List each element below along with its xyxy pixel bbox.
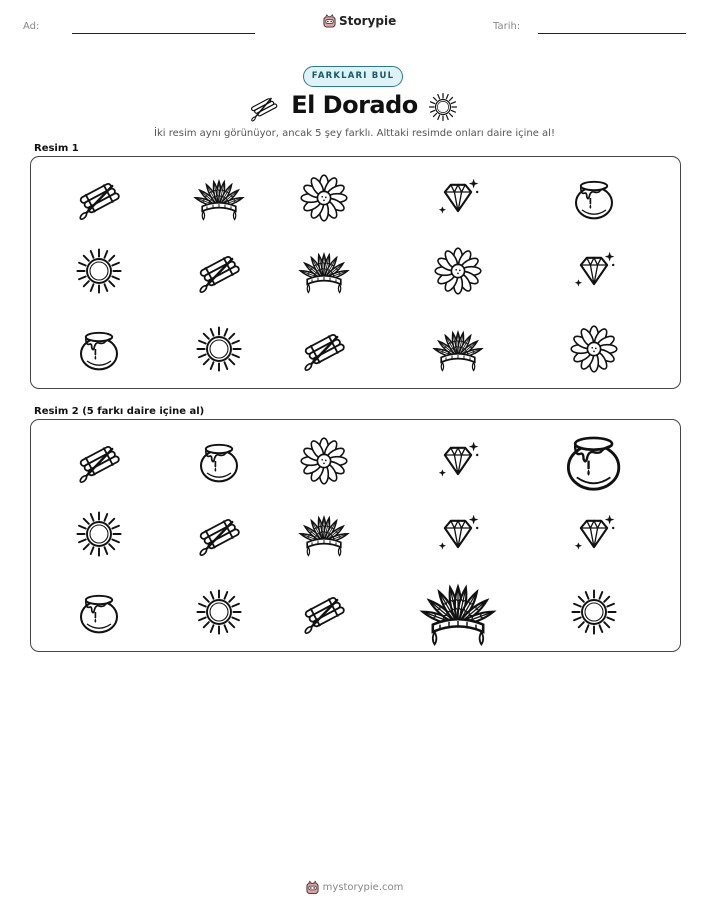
headdress-icon[interactable] (422, 576, 494, 648)
footer-url[interactable]: mystorypie.com (322, 882, 404, 893)
raft-icon[interactable] (195, 510, 243, 558)
diamond-icon (434, 174, 482, 222)
raft-icon[interactable] (300, 588, 348, 636)
honey-pot-icon (570, 174, 618, 222)
diamond-icon (570, 247, 618, 295)
raft-icon (300, 325, 348, 373)
honey-pot-icon[interactable] (75, 588, 123, 636)
section1-label: Resim 1 (34, 143, 79, 154)
headdress-icon[interactable] (300, 510, 348, 558)
storypie-logo-icon (323, 14, 336, 28)
raft-icon (75, 174, 123, 222)
raft-icon[interactable] (75, 437, 123, 485)
footer (0, 880, 709, 895)
title-sun-icon (428, 92, 458, 122)
picture-2-panel[interactable] (30, 419, 681, 652)
sun-icon (75, 247, 123, 295)
honey-pot-icon (75, 325, 123, 373)
name-label: Ad: (23, 21, 40, 32)
flower-icon (570, 325, 618, 373)
honey-pot-icon[interactable] (195, 437, 243, 485)
name-line[interactable] (72, 33, 255, 34)
headdress-icon (300, 247, 348, 295)
flower-icon[interactable] (300, 437, 348, 485)
sun-icon (195, 325, 243, 373)
diamond-icon[interactable] (434, 437, 482, 485)
headdress-icon (195, 174, 243, 222)
flower-icon (300, 174, 348, 222)
picture-1-panel (30, 156, 681, 389)
find-differences-badge: FARKLARI BUL (303, 66, 403, 87)
footer-logo-icon (306, 880, 319, 895)
raft-icon (195, 247, 243, 295)
instructions: İki resim aynı görünüyor, ancak 5 şey farklı. Alttaki resimde onları daire içine al! (154, 128, 555, 139)
sun-icon[interactable] (570, 588, 618, 636)
section2-label: Resim 2 (5 farkı daire içine al) (34, 406, 205, 417)
sun-icon[interactable] (195, 588, 243, 636)
sun-icon[interactable] (75, 510, 123, 558)
page-title: El Dorado (291, 91, 418, 119)
date-label: Tarih: (493, 21, 521, 32)
date-line[interactable] (538, 33, 686, 34)
honey-pot-icon[interactable] (560, 427, 627, 494)
brand-logo-header (323, 14, 396, 28)
flower-icon (434, 247, 482, 295)
headdress-icon (434, 325, 482, 373)
diamond-icon[interactable] (570, 510, 618, 558)
diamond-icon[interactable] (434, 510, 482, 558)
brand-name: Storypie (339, 14, 397, 28)
